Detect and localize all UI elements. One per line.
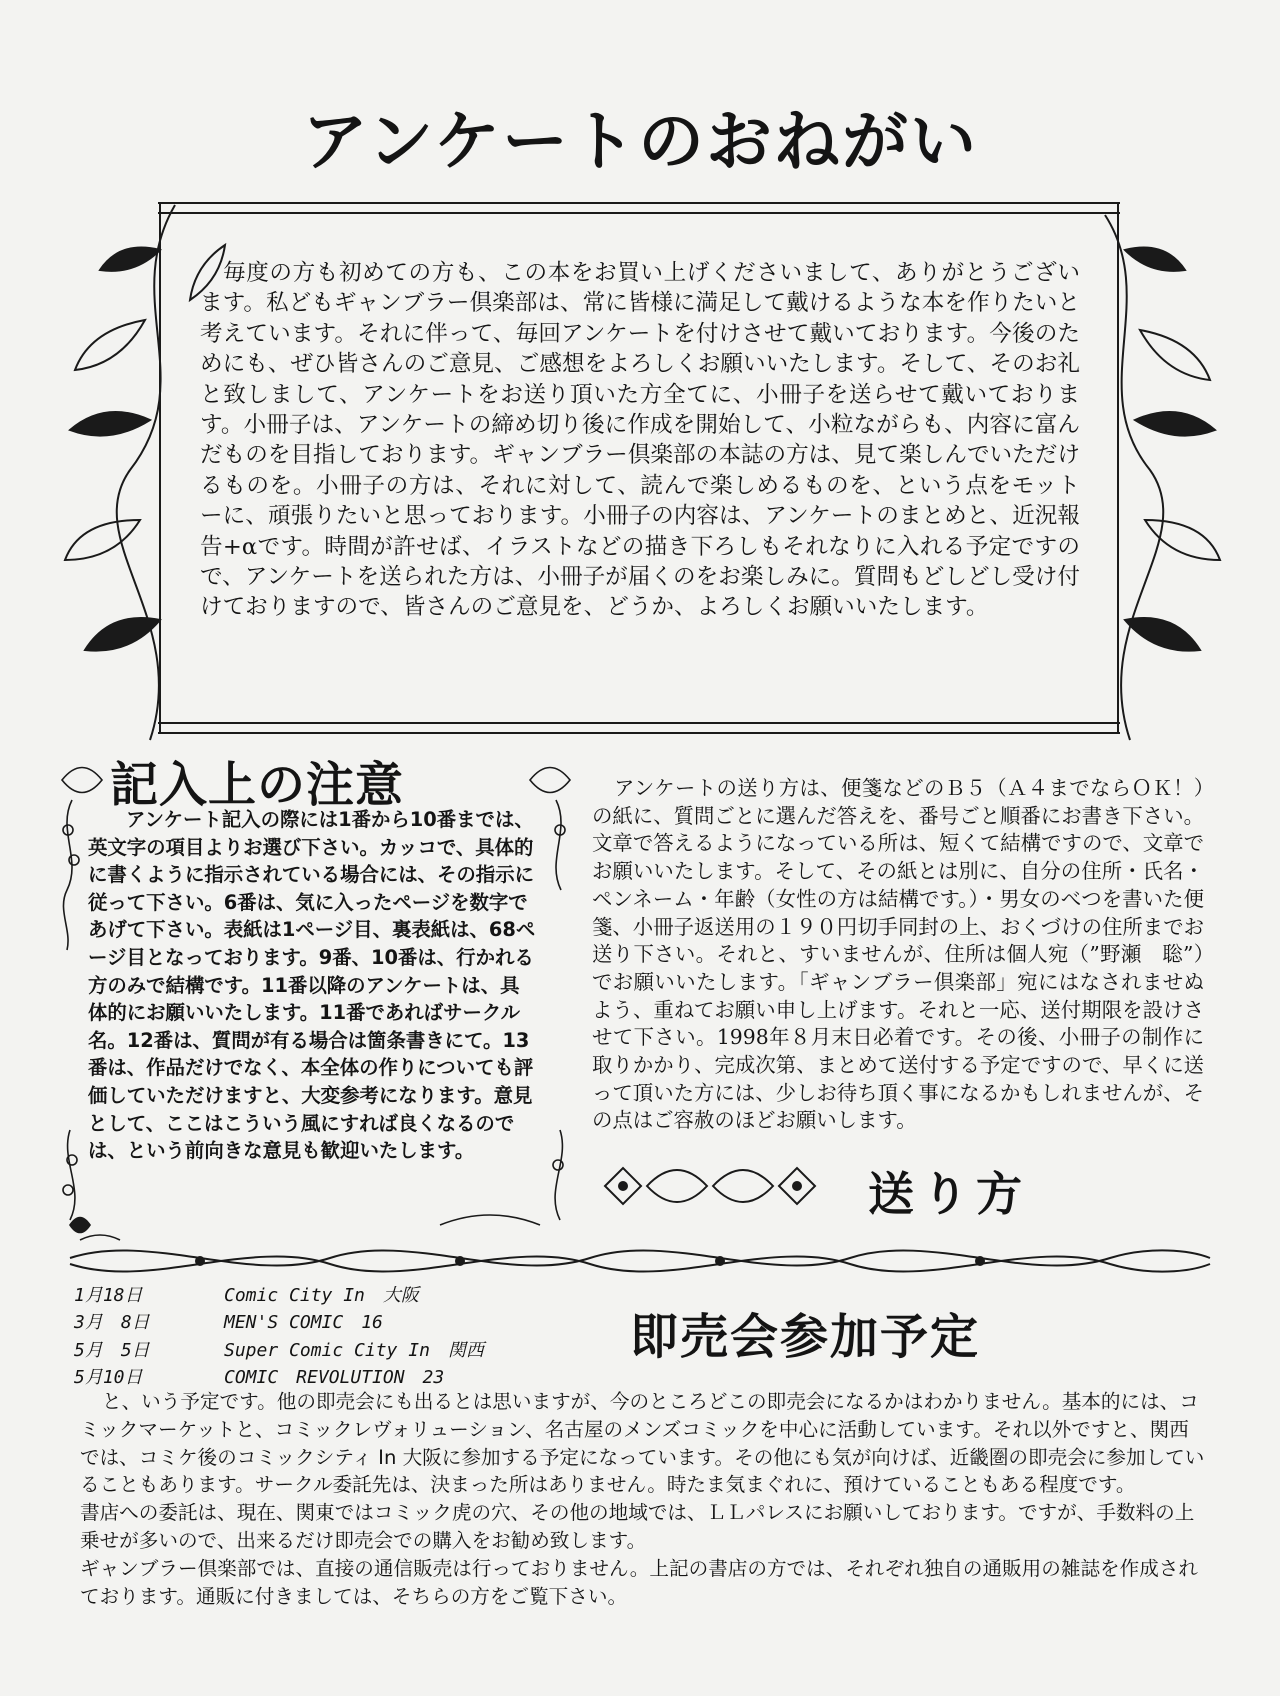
event-schedule-list: [74, 1282, 594, 1392]
event-item: [74, 1282, 594, 1309]
page-title: アンケートのおねがい: [301, 103, 979, 180]
send-method-ornament: [605, 1168, 815, 1204]
intro-paragraph: 毎度の方も初めての方も、この本をお買い上げくださいまして、ありがとうございます。私どもギャンブラー倶楽部は、常に皆様に満足して戴けるような本を作りたいと考えています。それに伴って、毎回アンケートを付けさせて戴いております。今後のためにも、ぜひ皆さんのご意見、ご感想をよろしくお願いいたします。そして、そのお礼と致しまして、アンケートをお送り頂いた方全てに、小冊子を送らせて戴いております。小冊子は、アンケートの締め切り後に作成を開始して、小粒ながらも、内容に富んだものを目指しております。ギャンブラー倶楽部の本誌の方は、見て楽しんでいただけるものを。小冊子の方は、それに対して、読んで楽しめるものを、という点をモットーに、頑張りたいと思っております。小冊子の内容は、アンケートのまとめと、近況報告+αです。時間が許せば、イラストなどの描き下ろしもそれなりに入れる予定ですので、アンケートを送られた方は、小冊子が届くのをお楽しみに。質問もどしどし受け付けておりますので、皆さんのご意見を、どうか、よろしくお願いいたします。: [200, 260, 1080, 621]
events-heading: 即売会参加予定: [630, 1309, 981, 1365]
mail-order-paragraph: ギャンブラー倶楽部では、直接の通信販売は行っておりません。上記の書店の方では、それぞれ独自の通販用の雑誌を作成されております。通販に付きましては、そちらの方をご覧下さい。: [80, 1556, 1199, 1608]
right-vine-ornament: [1105, 215, 1220, 740]
event-name: Super Comic City In 関西: [224, 1339, 484, 1361]
send-method-heading: 送り方: [868, 1167, 1030, 1221]
event-item: [74, 1337, 594, 1364]
notes-heading: 記入上の注意: [110, 757, 405, 813]
bookstore-paragraph: 書店への委託は、現在、関東ではコミック虎の穴、その他の地域では、ＬＬパレスにお願いしております。ですが、手数料の上乗せが多いので、出来るだけ即売会での購入をお勧め致します。: [80, 1501, 1195, 1552]
event-date: 3月 8日: [74, 1312, 150, 1334]
event-item: [74, 1309, 594, 1336]
event-date: 5月10日: [74, 1367, 143, 1389]
bottom-notes: [80, 1388, 1208, 1610]
event-notes-paragraph: と、いう予定です。他の即売会にも出るとは思いますが、今のところどこの即売会になるかはわかりません。基本的には、コミックマーケットと、コミックレヴォリューション、名古屋のメンズコミックを中心に活動しています。それ以外ですと、関西では、コミケ後のコミックシティ In 大阪に参加する予定になっています。その他にも気が向けば、近畿圏の即売会に参加していることもあります。サークル委託先は、決まった所はありません。時たま気まぐれに、預けていることもある程度です。: [80, 1390, 1205, 1497]
event-name: COMIC REVOLUTION 23: [224, 1367, 445, 1389]
section-divider-ornament: [70, 1250, 1210, 1271]
send-method-body: アンケートの送り方は、便箋などのＢ５（Ａ４までならＯＫ！）の紙に、質問ごとに選んだ答えを、番号ごと順番にお書き下さい。文章で答えるようになっている所は、短くて結構ですので、文章でお願いいたします。そして、その紙とは別に、自分の住所・氏名・ペンネーム・年齢（女性の方は結構です。）・男女のべつを書いた便箋、小冊子返送用の１９０円切手同封の上、おくづけの住所までお送り下さい。それと、すいませんが、住所は個人宛（”野瀬 聡”）でお願いいたします。「ギャンブラー倶楽部」宛にはなされませぬよう、重ねてお願い申し上げます。それと一応、送付期限を設けさせて下さい。1998年８月末日必着です。その後、小冊子の制作に取りかかり、完成次第、まとめて送付する予定ですので、早くに送って頂いた方には、少しお待ち頂く事になるかもしれませんが、その点はご容赦のほどお願いします。: [592, 776, 1204, 1133]
notes-body: アンケート記入の際には1番から10番までは、英文字の項目よりお選び下さい。カッコで、具体的に書くように指示されている場合には、その指示に従って下さい。6番は、気に入ったページを数字であげて下さい。表紙は1ページ目、裏表紙は、68ページ目となっております。9番、10番は、行かれる方のみで結構です。11番以降のアンケートは、具体的にお願いいたします。11番であればサークル名。12番は、質問が有る場合は箇条書きにて。13番は、作品だけでなく、本全体の作りについても評価していただけますと、大変参考になります。意見として、ここはこういう風にすれば良くなるのでは、という前向きな意見も歓迎いたします。: [88, 808, 536, 1163]
event-date: 1月18日: [74, 1285, 143, 1306]
event-name: MEN'S COMIC 16: [224, 1312, 383, 1334]
event-name: Comic City In 大阪: [224, 1285, 419, 1306]
event-date: 5月 5日: [74, 1339, 150, 1361]
